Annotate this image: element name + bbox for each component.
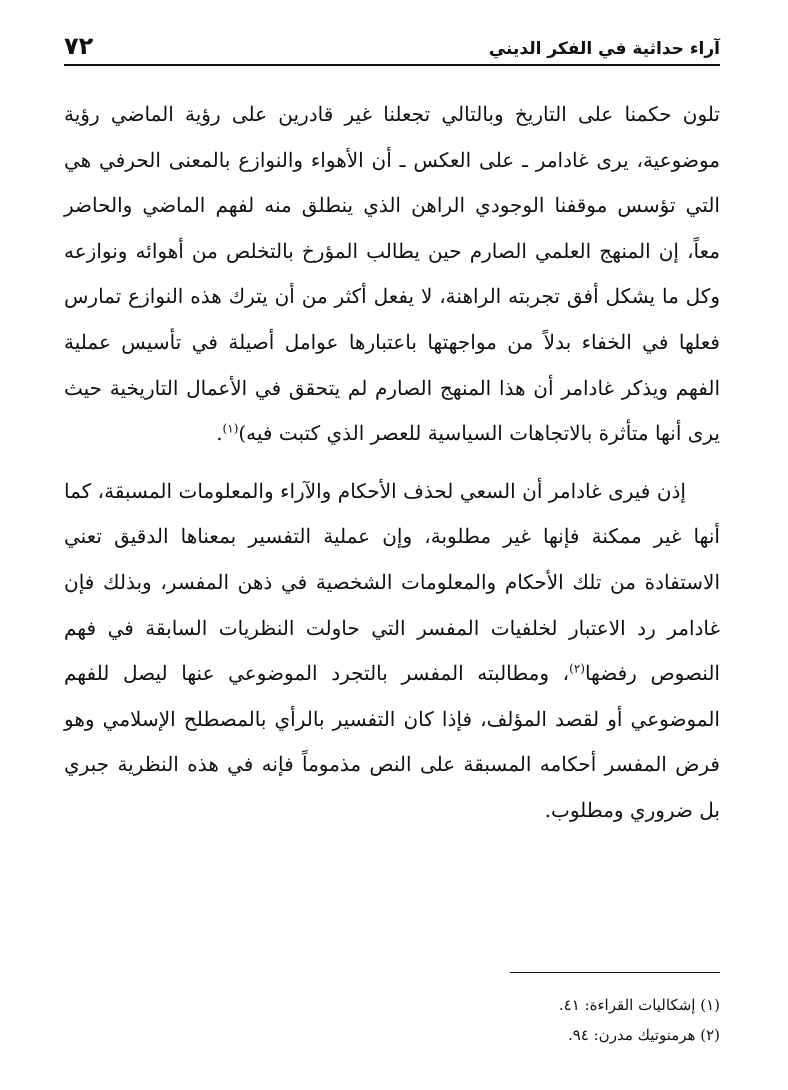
running-title: آراء حداثية في الفكر الديني bbox=[488, 39, 720, 59]
paragraph-1-end: . bbox=[216, 421, 223, 446]
page-number: ٧٢ bbox=[64, 32, 94, 60]
footnotes bbox=[64, 990, 720, 1050]
page-header bbox=[64, 22, 720, 66]
paragraph-1-text: تلون حكمنا على التاريخ وبالتالي تجعلنا غير قادرين على رؤية الماضي رؤية موضوعية، يرى غادامر ـ على العكس ـ أن الأهواء والنوازع بالمعنى الحرفي هي التي تؤسس موقفنا الوجودي الراهن الذي ينطلق منه لفهم الماضي والحاضر معاً، إن المنهج العلمي الصارم حين يطالب المؤرخ بالتخلص من أهوائه ونوازعه وكل ما يشكل أفق تجربته الراهنة، لا يفعل أكثر من أن يترك هذه النوازع تمارس فعلها في الخفاء بدلاً من مواجهتها باعتبارها عوامل أصيلة في تأسيس عملية الفهم ويذكر غادامر أن هذا المنهج الصارم لم يتحقق في الأعمال التاريخية حيث يرى أنها متأثرة بالاتجاهات السياسية للعصر الذي كتبت فيه) bbox=[64, 102, 720, 446]
footnote-divider bbox=[510, 972, 720, 973]
footnote-1: (١) إشكاليات القراءة: ٤١. bbox=[558, 996, 720, 1014]
paragraph-2-text-end: ، ومطالبته المفسر بالتجرد الموضوعي عنها ليصل للفهم الموضوعي أو لقصد المؤلف، فإذا كان التفسير بالرأي بالمصطلح الإسلامي وهو فرض المفسر أحكامه المسبقة على النص مذموماً فإنه في هذه النظرية جبري بل ضروري ومطلوب. bbox=[64, 661, 720, 822]
footnote-ref-1[interactable]: (١) bbox=[222, 421, 239, 436]
paragraph-2 bbox=[64, 469, 720, 834]
paragraph-2-text-start: إذن فيرى غادامر أن السعي لحذف الأحكام والآراء والمعلومات المسبقة، كما أنها غير ممكنة فإنها غير مطلوبة، وإن عملية التفسير بمعناها الدقيق تعني الاستفادة من تلك الأحكام والمعلومات الشخصية في ذهن المفسر، وبذلك فإن غادامر رد الاعتبار لخلفيات المفسر التي حاولت النظريات السابقة في فهم النصوص رفضها bbox=[64, 478, 720, 686]
paragraph-1 bbox=[64, 92, 720, 457]
footnote-2: (٢) هرمنوتيك مدرن: ٩٤. bbox=[567, 1026, 720, 1044]
footnote-ref-2[interactable]: (٢) bbox=[569, 661, 585, 676]
main-text bbox=[64, 92, 720, 834]
